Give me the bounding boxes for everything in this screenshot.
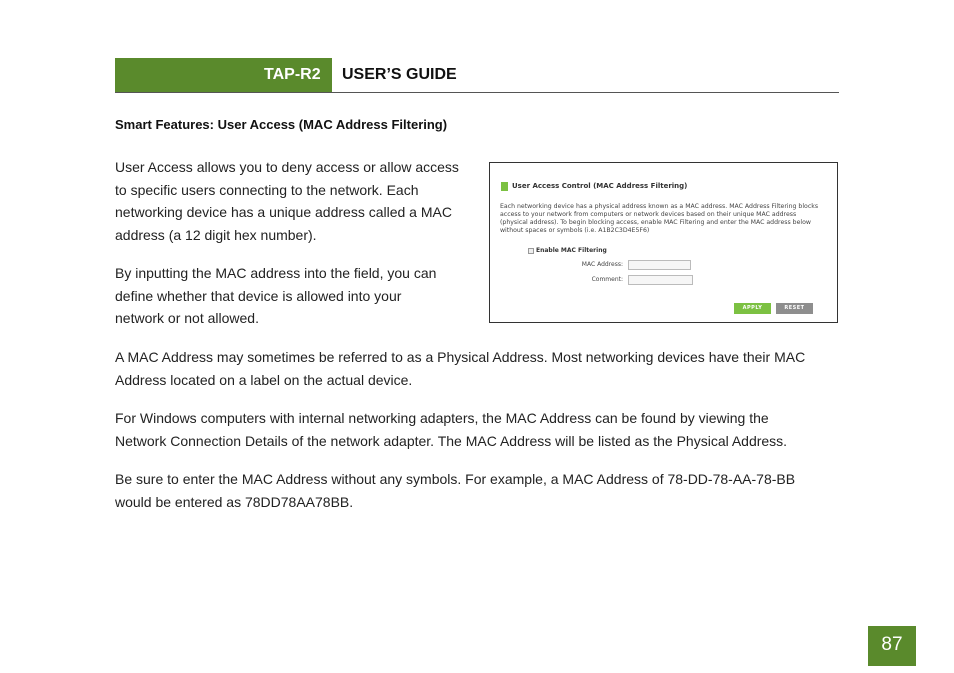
symbols-line: Be sure to enter the MAC Address without any symbols. For example, a MAC Address of 78-DD-78-AA-78-BB xyxy=(115,471,796,487)
inputting-line: network or not allowed. xyxy=(115,310,259,327)
inputting-line: define whether that device is allowed into your xyxy=(115,287,402,304)
physical-line: A MAC Address may sometimes be referred to as a Physical Address. Most networking devices have their MAC xyxy=(115,349,806,365)
router-screenshot xyxy=(489,162,838,323)
screenshot-title: User Access Control (MAC Address Filtering) xyxy=(512,182,688,190)
section-marker-icon xyxy=(501,182,508,191)
header-model: TAP-R2 xyxy=(264,66,321,83)
apply-button[interactable]: APPLY xyxy=(734,303,771,314)
enable-mac-filtering-checkbox[interactable] xyxy=(528,248,534,254)
screenshot-description xyxy=(500,203,818,235)
inputting-line: By inputting the MAC address into the field, you can xyxy=(115,265,437,281)
page-number: 87 xyxy=(881,634,903,655)
header-divider xyxy=(115,92,839,93)
mac-address-label: MAC Address: xyxy=(581,261,623,268)
comment-label: Comment: xyxy=(591,276,623,283)
intro-line: address (a 12 digit hex number). xyxy=(115,226,317,243)
intro-line: User Access allows you to deny access or allow access xyxy=(115,159,459,175)
windows-paragraph xyxy=(115,407,787,452)
reset-button[interactable]: RESET xyxy=(776,303,813,314)
intro-paragraph xyxy=(115,156,459,246)
symbols-line: would be entered as 78DD78AA78BB. xyxy=(115,493,354,510)
intro-line: networking device has a unique address called a MAC xyxy=(115,204,452,221)
physical-address-paragraph xyxy=(115,346,805,391)
windows-line: Network Connection Details of the network adapter. The MAC Address will be listed as the Physical Address. xyxy=(115,432,788,449)
section-title: Smart Features: User Access (MAC Address Filtering) xyxy=(115,117,448,132)
physical-line: Address located on a label on the actual device. xyxy=(115,371,413,388)
description-line: access to your network from computers or network devices based on their unique MAC address xyxy=(500,211,797,218)
header-guide-title: USER’S GUIDE xyxy=(342,66,457,83)
description-line: (physical address). To begin blocking access, enable MAC Filtering and enter the MAC address below xyxy=(500,219,811,226)
windows-line: For Windows computers with internal networking adapters, the MAC Address can be found by viewing the xyxy=(115,410,769,426)
enable-mac-filtering-label: Enable MAC Filtering xyxy=(536,247,607,254)
inputting-paragraph xyxy=(115,262,436,330)
comment-input[interactable] xyxy=(628,275,693,285)
mac-address-input[interactable] xyxy=(628,260,691,270)
description-line: Each networking device has a physical address known as a MAC address. MAC Address Filtering blocks xyxy=(500,203,819,210)
description-line: without spaces or symbols (i.e. A1B2C3D4E5F6) xyxy=(500,227,650,234)
symbols-paragraph xyxy=(115,468,795,513)
intro-line: to specific users connecting to the network. Each xyxy=(115,181,419,198)
